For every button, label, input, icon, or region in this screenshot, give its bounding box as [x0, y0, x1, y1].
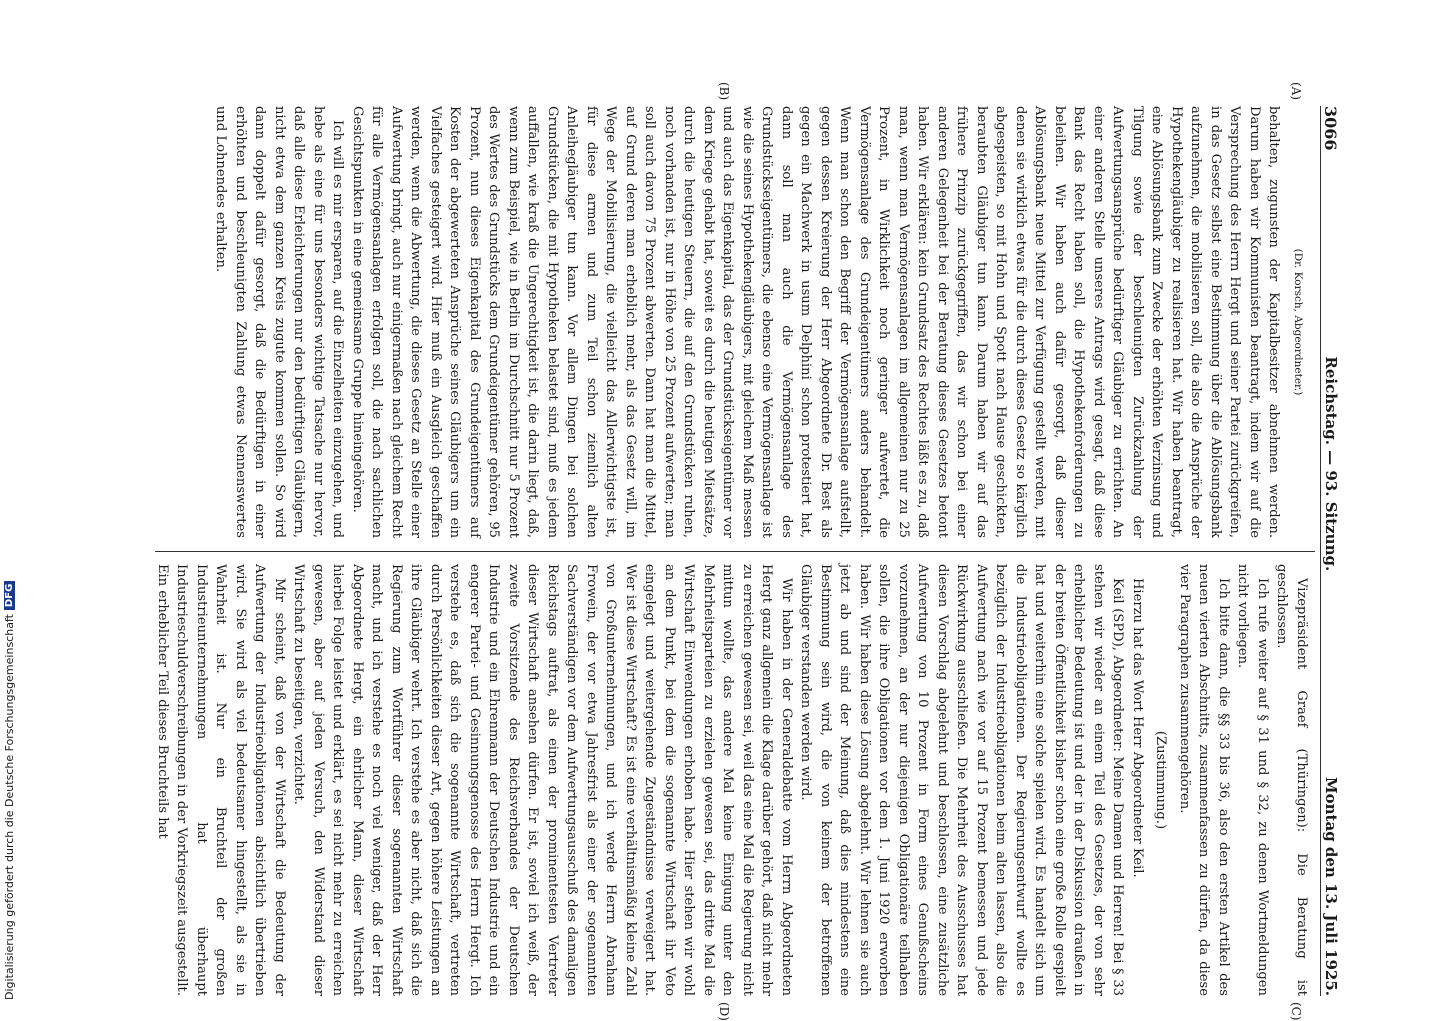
margin-mark-a: (A)	[1289, 82, 1303, 101]
document-page	[110, 82, 1345, 1021]
page-number: 3066	[1321, 106, 1341, 151]
left-paragraph-2: Ich will es mir ersparen, auf die Einzelheiten einzugehen, und hebe als eine für uns besonders wichtige Tatsache nur hervor, daß alle diese Erleichterungen nur den bedürftigen Gläubigern, nicht etwa dem ganzen Kreis zugute kommen sollen. So wird dann doppelt dafür gesorgt, daß die Bedürftigen in einer erhöhten und beschleunigten Zahlung etwas Nennenswertes und Lohnendes erhalten.	[213, 106, 346, 538]
right-paragraph-8: Mir scheint, daß von der Wirtschaft die Bedeutung der Aufwertung der Industrieobligationen absichtlich übertrieben wird. Sie wird als viel bedeutsamer hingestellt, als sie in Wahrheit ist. Nur ein Bruchteil der großen Industrieunternehmungen hat überhaupt Industrieschuldverschreibungen in der Vorkriegszeit ausgestellt. Ein erheblicher Teil dieses Bruchteils hat	[155, 564, 287, 996]
left-paragraph-1: behalten, zugunsten der Kapitalbesitzer abnehmen werden. Darum haben wir Kommunisten beantragt, indem wir auf die Versprechung des Herrn Hergt und seiner Partei zurückgreifen, in das Gesetz selbst eine Bestimmung über die Ablösungsbank aufzunehmen, die mobilisieren soll, die also die Ansprüche der Hypothekengläubiger zu realisieren hat. Wir haben beantragt, eine Ablösungsbank zum Zwecke der erhöhten Verzinsung und Tilgung sowie der beschleunigten Zurückzahlung der Aufwertungsansprüche bedürftiger Gläubiger zu errichten. An einer anderen Stelle unseres Antrags wird gesagt, daß diese Bank das Recht haben soll, die Hypothekenforderungen zu beleihen. Wir haben auch dafür gesorgt, daß dieser Ablösungsbank neue Mittel zur Verfügung gestellt werden, mit denen sie wirklich etwas für die durch dieses Gesetz so kärglich abgespeisten, so mit Hohn und Spott nach Hause geschickten, beraubten Gläubiger tun kann. Darum haben wir auf das frühere Prinzip zurückgegriffen, das wir schon bei einer anderen Gelegenheit bei der Beratung dieses Gesetzes betont haben. Wir erklären: kein Grundsatz des Rechtes läßt es zu, daß man, wenn man Vermögensanlagen im allgemeinen nur zu 25 Prozent, in Wirklichkeit noch geringer aufwertet, die Vermögensanlage des Grundeigentümers anders behandelt. Wenn man schon den Begriff der Vermögensanlage aufstellt, gegen dessen Kreierung der Herr Abgeordnete Dr. Best als gegen ein Machwerk in usum Delphini schon protestiert hat, dann soll man auch die Vermögensanlage des Grundstückseigentümers, die ebenso eine Vermögensanlage ist wie die seines Hypothekengläubigers, mit gleichem Maß messen und auch das Eigenkapital, das der Grundstückseigentümer vor dem Kriege gehabt hat, soweit es durch die heutigen Mietsätze, durch die heutigen Steuern, die auf den Grundstücken ruhen, noch vorhanden ist, nur in Höhe von 25 Prozent aufwerten; man soll auch davon 75 Prozent abwerten. Dann hat man die Mittel, auf Grund deren man erheblich mehr, als das Gesetz will, im Wege der Mobilisierung, die vielleicht das Allerwichtigste ist, für diese armen und zum Teil schon ziemlich alten Anleihegläubiger tun kann. Vor allem Dingen bei solchen Grundstücken, die mit Hypotheken belastet sind, muß es jedem auffallen, wie kraß die Ungerechtigkeit ist, die darin liegt, daß, wenn zum Beispiel, wie in Berlin im Durchschnitt nur 5 Prozent des Wertes des Grundstücks dem Grundeigentümer gehören, 95 Prozent, nun dieses Eigenkapital des Grundeigentümers auf Kosten der abgewerteten Ansprüche seines Gläubigers um ein Vielfaches gesteigert wird. Hier muß ein Ausgleich geschaffen werden, wenn die Abwertung, die dieses Gesetz an Stelle einer Aufwertung bringt, auch nur einigermaßen nach gleichem Recht für alle Vermögensanlagen erfolgen soll, die nach sachlichen Gesichtspunkten in eine gemeinsame Gruppe hineingehören.	[350, 106, 1282, 538]
right-paragraph-5: Hierzu hat das Wort Herr Abgeordneter Keil.	[1130, 578, 1145, 878]
header-date: Montag den 13. Juli 1925.	[1322, 777, 1341, 996]
footer-text: Digitalisierung gefördert durch die Deutsche Forschungsgemeinschaft	[3, 614, 16, 1000]
right-paragraph-3: Ich bitte dann, die §§ 33 bis 36, also den ersten Artikel des neuen vierten Abschnitts, zusammenfassen zu dürfen, da diese vier Paragraphen zusammengehören.	[1177, 564, 1231, 996]
right-paragraph-6: Keil (SPD), Abgeordneter: Meine Damen und Herren! Bei § 33 stehen wir wieder an einem Teil des Gesetzes, der von sehr erheblicher Bedeutung ist und der in der Diskussion draußen in der breiten Öffentlichkeit bisher schon eine große Rolle gespielt hat und weiterhin eine solche spielen wird. Es handelt sich um die Industrieobligationen. Der Regierungsentwurf wollte es bezüglich der Industrieobligationen beim alten lassen, also die Aufwertung nach wie vor auf 15 Prozent bemessen und jede Rückwirkung ausschließen. Die Mehrheit des Ausschusses hat diesen Vorschlag abgelehnt und beschlossen, eine zusätzliche Aufwertung von 10 Prozent in Form eines Genußscheins vorzunehmen, an der nur diejenigen Obligationäre teilhaben sollen, die ihre Obligationen vor dem 1. Juni 1920 erworben haben. Wir haben diese Lösung abgelehnt. Wir lehnen sie auch jetzt ab und sind der Meinung, daß dies mindestens eine Bestimmung sein wird, die von keinem der betroffenen Gläubiger verstanden werden wird.	[798, 564, 1126, 996]
margin-mark-b: (B)	[717, 82, 731, 101]
right-paragraph-4: (Zustimmung.)	[1153, 730, 1169, 830]
right-paragraph-7: Wir haben in der Generaldebatte vom Herrn Abgeordneten Hergt ganz allgemein die Klage darüber gehört, daß nicht mehr zu erreichen gewesen sei, weil das eine Mal die Regierung nicht mittun wollte, das andere Mal keine Einigung unter den Mehrheitsparteien zu erzielen gewesen sei, das dritte Mal die Wirtschaft Einwendungen erhoben habe. Hier stehen wir wohl an dem Punkt, bei dem die sogenannte Wirtschaft ihr Veto eingelegt und weitergehende Zugeständnisse verweigert hat. Wer ist diese Wirtschaft? Es ist eine verhältnismäßig kleine Zahl von Großunternehmungen, und ich werde Herrn Abraham Frowein, der vor etwa Jahresfrist als einer der sogenannten Sachverständigen vor dem Aufwertungsausschuß des damaligen Reichstags auftrat, als einen der prominentesten Vertreter dieser Wirtschaft ansehen dürfen. Er ist, soviel ich weiß, der zweite Vorsitzende des Reichsverbandes der Deutschen Industrie und ein Ehrenmann der Deutschen Industrie und ein engerer Partei- und Gesinnungsgenosse des Herrn Hergt. Ich verstehe es, daß sich die sogenannte Wirtschaft, vertreten durch Persönlichkeiten dieser Art, gegen höhere Leistungen an ihre Gläubiger wehrt. Ich verstehe es aber nicht, daß sich die Regierung zum Wortführer dieser sogenannten Wirtschaft macht, und ich verstehe es noch viel weniger, daß der Herr Abgeordnete Hergt, ein ehrlicher Mann, dieser Wirtschaft hierbei Folge leistet und erklärt, es sei nicht mehr zu erreichen gewesen, aber auf jeden Versuch, den Widerstand dieser Wirtschaft zu beseitigen, verzichtet.	[291, 564, 794, 996]
right-paragraph-1: Vizepräsident Graef (Thüringen): Die Beratung ist geschlossen.	[1274, 564, 1309, 996]
page-header	[1320, 106, 1345, 996]
right-paragraph-2: Ich rufe weiter auf § 31 und § 32, zu denen Wortmeldungen nicht vorliegen.	[1235, 564, 1270, 996]
footer-credit	[3, 581, 16, 1000]
right-column	[153, 564, 1312, 996]
left-column	[211, 106, 1311, 538]
margin-mark-d: (D)	[717, 1002, 731, 1021]
speaker-reference: (Dr. Korsch, Abgeordneter.)	[1292, 248, 1304, 396]
header-title: Reichstag. — 93. Sitzung.	[1322, 356, 1341, 572]
dfg-logo: DFG	[4, 581, 15, 610]
margin-mark-c: (C)	[1289, 1002, 1303, 1021]
column-divider	[155, 551, 1315, 552]
